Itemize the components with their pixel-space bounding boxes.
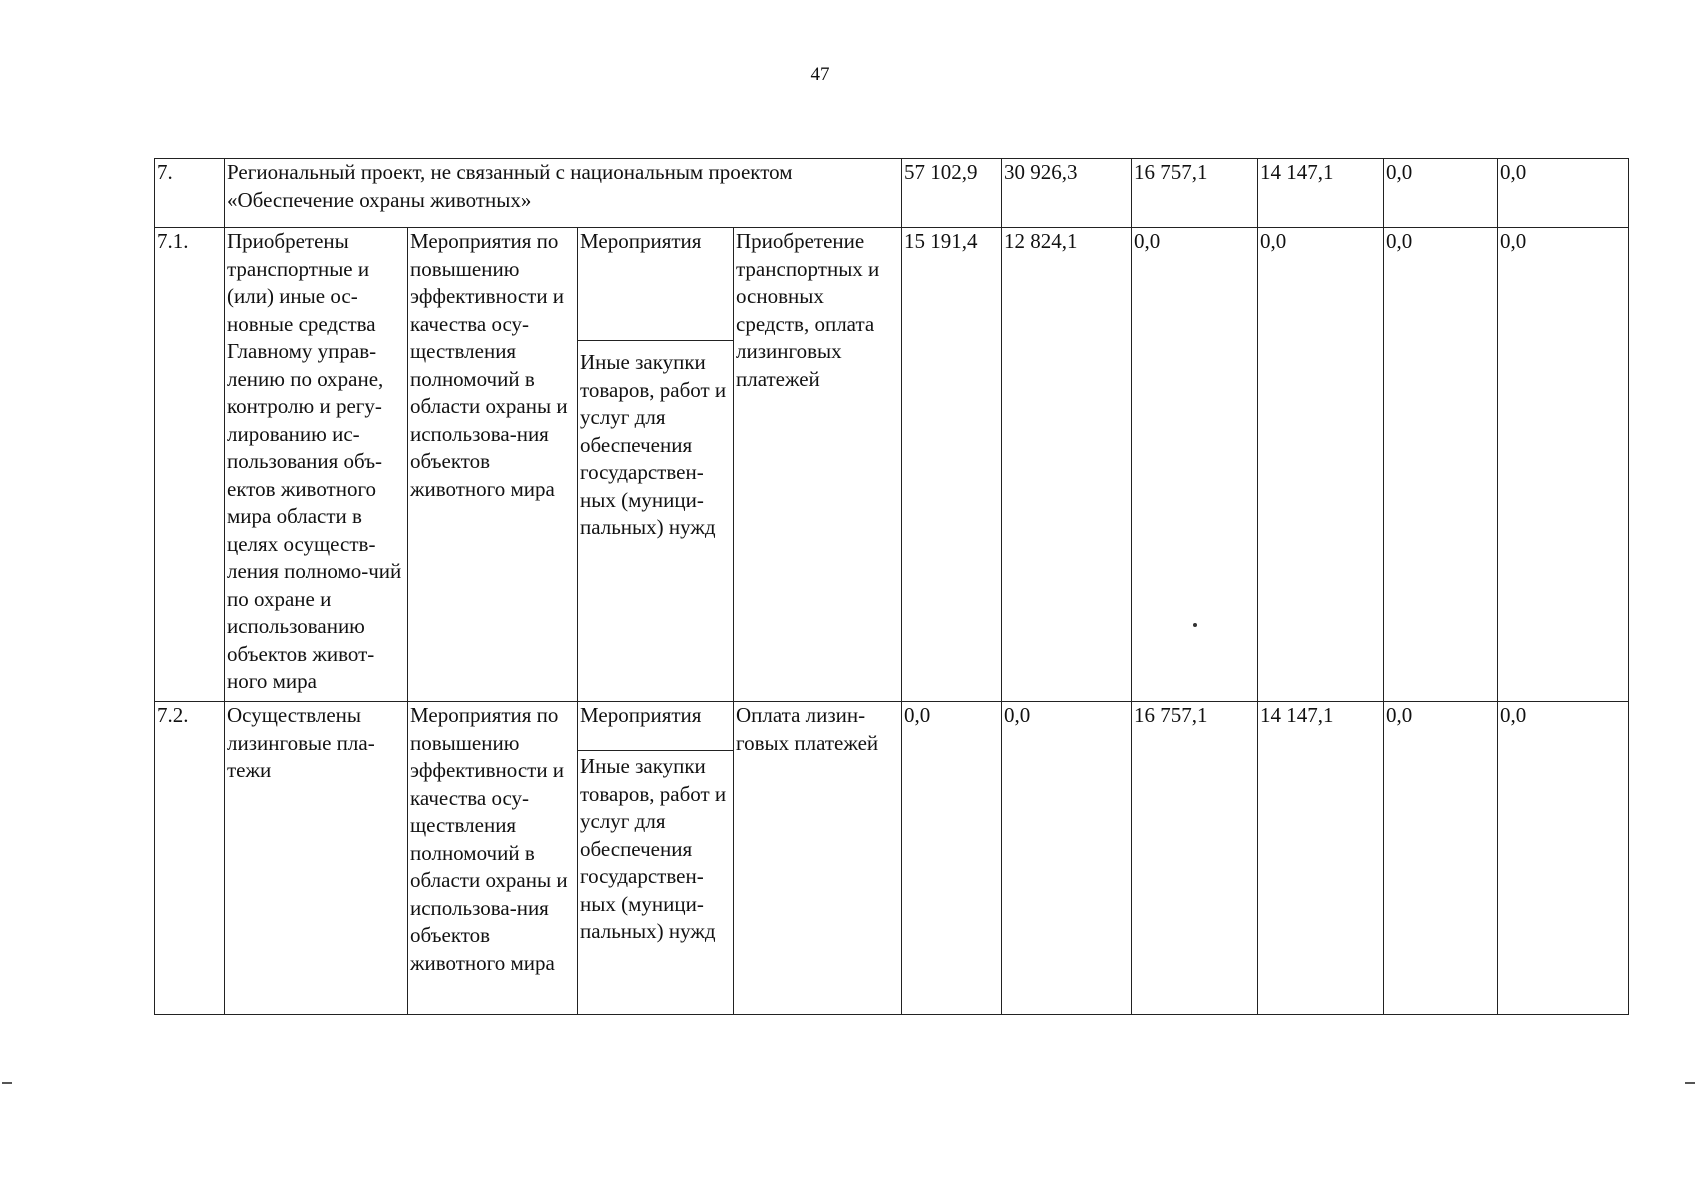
value-cell: 0,0: [1002, 702, 1132, 1015]
value-cell: 16 757,1: [1132, 159, 1258, 228]
value-cell: 12 824,1: [1002, 228, 1132, 702]
value-cell: 0,0: [1498, 228, 1629, 702]
table-row-7-2: [155, 702, 1629, 1015]
expense-type-bottom: Иные закупки товаров, работ и услуг для обеспечения государствен-ных (муници-пальных) нужд: [580, 754, 727, 943]
expense-type-top: Мероприятия: [578, 702, 733, 751]
expense-type-top: Мероприятия: [578, 228, 733, 341]
value-cell: 0,0: [1384, 159, 1498, 228]
scan-speck: [1193, 623, 1197, 627]
value-cell: 14 147,1: [1258, 159, 1384, 228]
value-cell: 0,0: [1258, 228, 1384, 702]
row-number: 7.1.: [155, 228, 225, 702]
value-cell: 15 191,4: [902, 228, 1002, 702]
row-number: 7.2.: [155, 702, 225, 1015]
page-number: 47: [810, 64, 830, 85]
scan-edge-mark: [1685, 1082, 1695, 1084]
value-cell: 57 102,9: [902, 159, 1002, 228]
table-row-7: [155, 159, 1629, 228]
event-cell: Мероприятия по повышению эффективности и качества осу-ществления полномочий в области охраны и использова-ния объектов животного мира: [408, 228, 578, 702]
table-row-7-1: [155, 228, 1629, 702]
direction-cell: Оплата лизин-говых платежей: [734, 702, 902, 1015]
value-cell: 16 757,1: [1132, 702, 1258, 1015]
budget-table: [154, 158, 1629, 1015]
value-cell: 0,0: [1384, 702, 1498, 1015]
row-number: 7.: [155, 159, 225, 228]
value-cell: 0,0: [1384, 228, 1498, 702]
project-title: Региональный проект, не связанный с национальным проектом «Обеспечение охраны животных»: [225, 159, 902, 228]
scan-edge-mark: [2, 1082, 12, 1084]
event-cell: Мероприятия по повышению эффективности и качества осу-ществления полномочий в области охраны и использова-ния объектов животного мира: [408, 702, 578, 1015]
direction-cell: Приобретение транспортных и основных средств, оплата лизинговых платежей: [734, 228, 902, 702]
expense-type-bottom: Иные закупки товаров, работ и услуг для обеспечения государствен-ных (муници-пальных) нужд: [580, 350, 727, 539]
value-cell: 0,0: [1498, 159, 1629, 228]
expense-type-cell: [578, 228, 734, 702]
value-cell: 0,0: [1498, 702, 1629, 1015]
result-cell: Приобретены транспортные и (или) иные ос-новные средства Главному управ-лению по охране, контролю и регу-лированию ис-пользования объ-ектов животного мира области в целях осуществ-ления полномо-чий по охране и использованию объектов живот-ного мира: [225, 228, 408, 702]
value-cell: 0,0: [1132, 228, 1258, 702]
value-cell: 30 926,3: [1002, 159, 1132, 228]
result-cell: Осуществлены лизинговые пла-тежи: [225, 702, 408, 1015]
expense-type-cell: [578, 702, 734, 1015]
value-cell: 0,0: [902, 702, 1002, 1015]
value-cell: 14 147,1: [1258, 702, 1384, 1015]
